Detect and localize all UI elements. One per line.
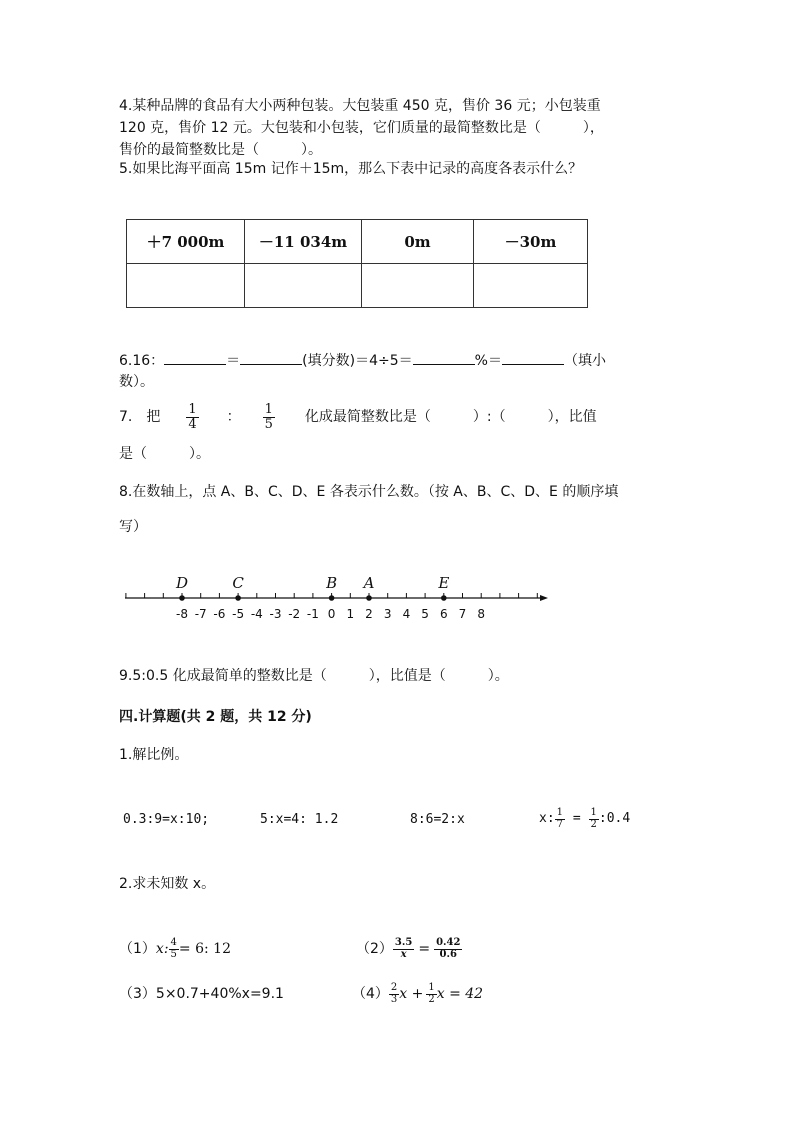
- fraction: [426, 983, 436, 1005]
- number-line-tick-label: -8: [176, 607, 188, 621]
- calc1-eq4: [539, 805, 630, 833]
- frac-numerator: 0.42: [436, 937, 461, 948]
- table-header-cell: －11 034m: [245, 220, 362, 264]
- fraction: [589, 808, 599, 830]
- q6-suffix: （填小: [563, 353, 606, 369]
- number-line-tick-label: -7: [194, 607, 207, 621]
- number-line-point: [235, 595, 241, 601]
- q6-line1: [119, 350, 606, 371]
- number-line-point-label: A: [363, 574, 375, 592]
- q5-text: 5.如果比海平面高 15m 记作＋15m，那么下表中记录的高度各表示什么？: [119, 161, 583, 177]
- frac-numerator: 4: [170, 937, 177, 948]
- p2-equals: =: [418, 941, 431, 957]
- calc2-p1: [119, 934, 231, 964]
- calc2-title: 2.求未知数 x。: [119, 876, 216, 892]
- number-line-tick-label: -4: [250, 607, 263, 621]
- calc1-eq1: 0.3:9=x:10;: [123, 812, 210, 827]
- frac-denominator: 5: [264, 416, 273, 432]
- frac-numerator: 1: [590, 807, 597, 818]
- frac-denominator: 3: [390, 993, 398, 1005]
- table-header-cell: 0m: [362, 220, 474, 264]
- frac-numerator: 1: [556, 807, 564, 818]
- number-line-point: [366, 595, 372, 601]
- q8-line2: 写）: [119, 519, 147, 535]
- answer-cell[interactable]: [474, 264, 588, 308]
- answer-cell[interactable]: [362, 264, 474, 308]
- fraction: [169, 938, 179, 960]
- number-line-point: [441, 595, 447, 601]
- number-line-point-label: C: [232, 574, 244, 592]
- frac-numerator: 1: [188, 401, 197, 417]
- frac-denominator: 7: [556, 818, 564, 830]
- blank-4[interactable]: [502, 350, 564, 365]
- number-line-tick-label: 8: [477, 607, 486, 621]
- frac-denominator: 2: [428, 993, 435, 1005]
- p2-label: （2）: [356, 941, 393, 957]
- number-line-tick-label: -1: [306, 607, 319, 621]
- number-line-tick-label: 7: [458, 607, 467, 621]
- p4-x-plus: x +: [399, 986, 424, 1002]
- q8-line1: 8.在数轴上，点 A、B、C、D、E 各表示什么数。（按 A、B、C、D、E 的顺序填: [119, 484, 619, 500]
- fraction: [555, 808, 565, 830]
- blank-2[interactable]: [240, 350, 302, 365]
- number-line-tick-label: 3: [383, 607, 392, 621]
- frac-denominator: 0.6: [439, 948, 457, 960]
- q6-line2: 数）。: [119, 374, 154, 390]
- calc1-title: 1.解比例。: [119, 747, 189, 763]
- q4-line3: 售价的最简整数比是（ ）。: [119, 142, 322, 158]
- frac-numerator: 3.5: [394, 937, 413, 948]
- eq4-prefix: x:: [539, 811, 555, 826]
- fraction-one-quarter: [186, 403, 198, 431]
- frac-denominator: 5: [170, 948, 177, 960]
- blank-1[interactable]: [164, 350, 226, 365]
- p1-x: x:: [155, 941, 169, 957]
- number-line-point-label: D: [175, 574, 189, 592]
- answer-cell[interactable]: [245, 264, 362, 308]
- q6-mid: (填分数)＝4÷5＝: [302, 353, 413, 369]
- q7-prefix: 7. 把: [119, 409, 161, 425]
- frac-denominator: 2: [590, 818, 597, 830]
- answer-cell[interactable]: [127, 264, 245, 308]
- fraction: [393, 938, 414, 960]
- number-line-tick-label: 2: [365, 607, 373, 621]
- table-header-cell: ＋7 000m: [127, 220, 245, 264]
- p4-rest: x = 42: [436, 986, 484, 1002]
- number-line-tick-label: -3: [269, 607, 282, 621]
- calc1-eq2: 5:x=4: 1.2: [260, 812, 339, 827]
- frac-numerator: 2: [390, 982, 398, 993]
- altitude-table: [126, 219, 588, 308]
- number-line-point: [329, 595, 335, 601]
- number-line-tick-label: -6: [213, 607, 226, 621]
- q7-line1: [119, 400, 597, 434]
- q7-line2: 是（ ）。: [119, 446, 210, 462]
- q7-colon: ：: [226, 409, 241, 425]
- q4-line1: 4.某种品牌的食品有大小两种包装。大包装重 450 克，售价 36 元；小包装重: [119, 98, 601, 114]
- number-line-point-label: E: [438, 574, 450, 592]
- p4-label: （4）: [352, 986, 389, 1002]
- table-header-cell: －30m: [474, 220, 588, 264]
- frac-denominator: x: [400, 948, 407, 960]
- q6-pct: %＝: [474, 353, 502, 369]
- fraction: [389, 983, 399, 1005]
- number-line-tick-label: 0: [327, 607, 336, 621]
- eq4-equals: =: [565, 811, 589, 826]
- number-line-tick-label: -5: [232, 607, 245, 621]
- calc2-p4: [352, 979, 483, 1009]
- number-line-point: [179, 595, 185, 601]
- number-line-tick-label: -2: [288, 607, 301, 621]
- q9-text: 9.5:0.5 化成最简单的整数比是（ ），比值是（ ）。: [119, 668, 509, 684]
- frac-numerator: 1: [264, 401, 273, 417]
- number-line-tick-label: 4: [402, 607, 411, 621]
- q4-line2: 120 克，售价 12 元。大包装和小包装，它们质量的最简整数比是（ ），: [119, 120, 604, 136]
- q6-eq: ＝: [226, 353, 241, 369]
- number-line: [120, 570, 560, 630]
- number-line-tick-label: 5: [421, 607, 429, 621]
- blank-3[interactable]: [413, 350, 475, 365]
- number-line-tick-label: 1: [346, 607, 355, 621]
- frac-numerator: 1: [428, 982, 435, 993]
- arrow-right-icon: [540, 595, 548, 601]
- q6-prefix: 6.16：: [119, 353, 165, 369]
- calc1-eq3: 8:6=2:x: [410, 812, 465, 827]
- frac-denominator: 4: [188, 416, 197, 432]
- p1-rest: = 6: 12: [178, 941, 231, 957]
- number-line-tick-label: 6: [439, 607, 448, 621]
- calc2-p2: [356, 933, 462, 965]
- calc2-p3: （3）5×0.7+40%x=9.1: [119, 986, 284, 1002]
- p1-label: （1）: [119, 941, 156, 957]
- section-title: 四.计算题(共 2 题，共 12 分): [119, 709, 312, 725]
- eq4-suffix: :0.4: [598, 811, 631, 826]
- number-line-point-label: B: [326, 574, 338, 592]
- q7-text: 化成最简整数比是（ ）:（ ），比值: [304, 409, 597, 425]
- fraction: [434, 938, 462, 960]
- fraction-one-fifth: [263, 403, 275, 431]
